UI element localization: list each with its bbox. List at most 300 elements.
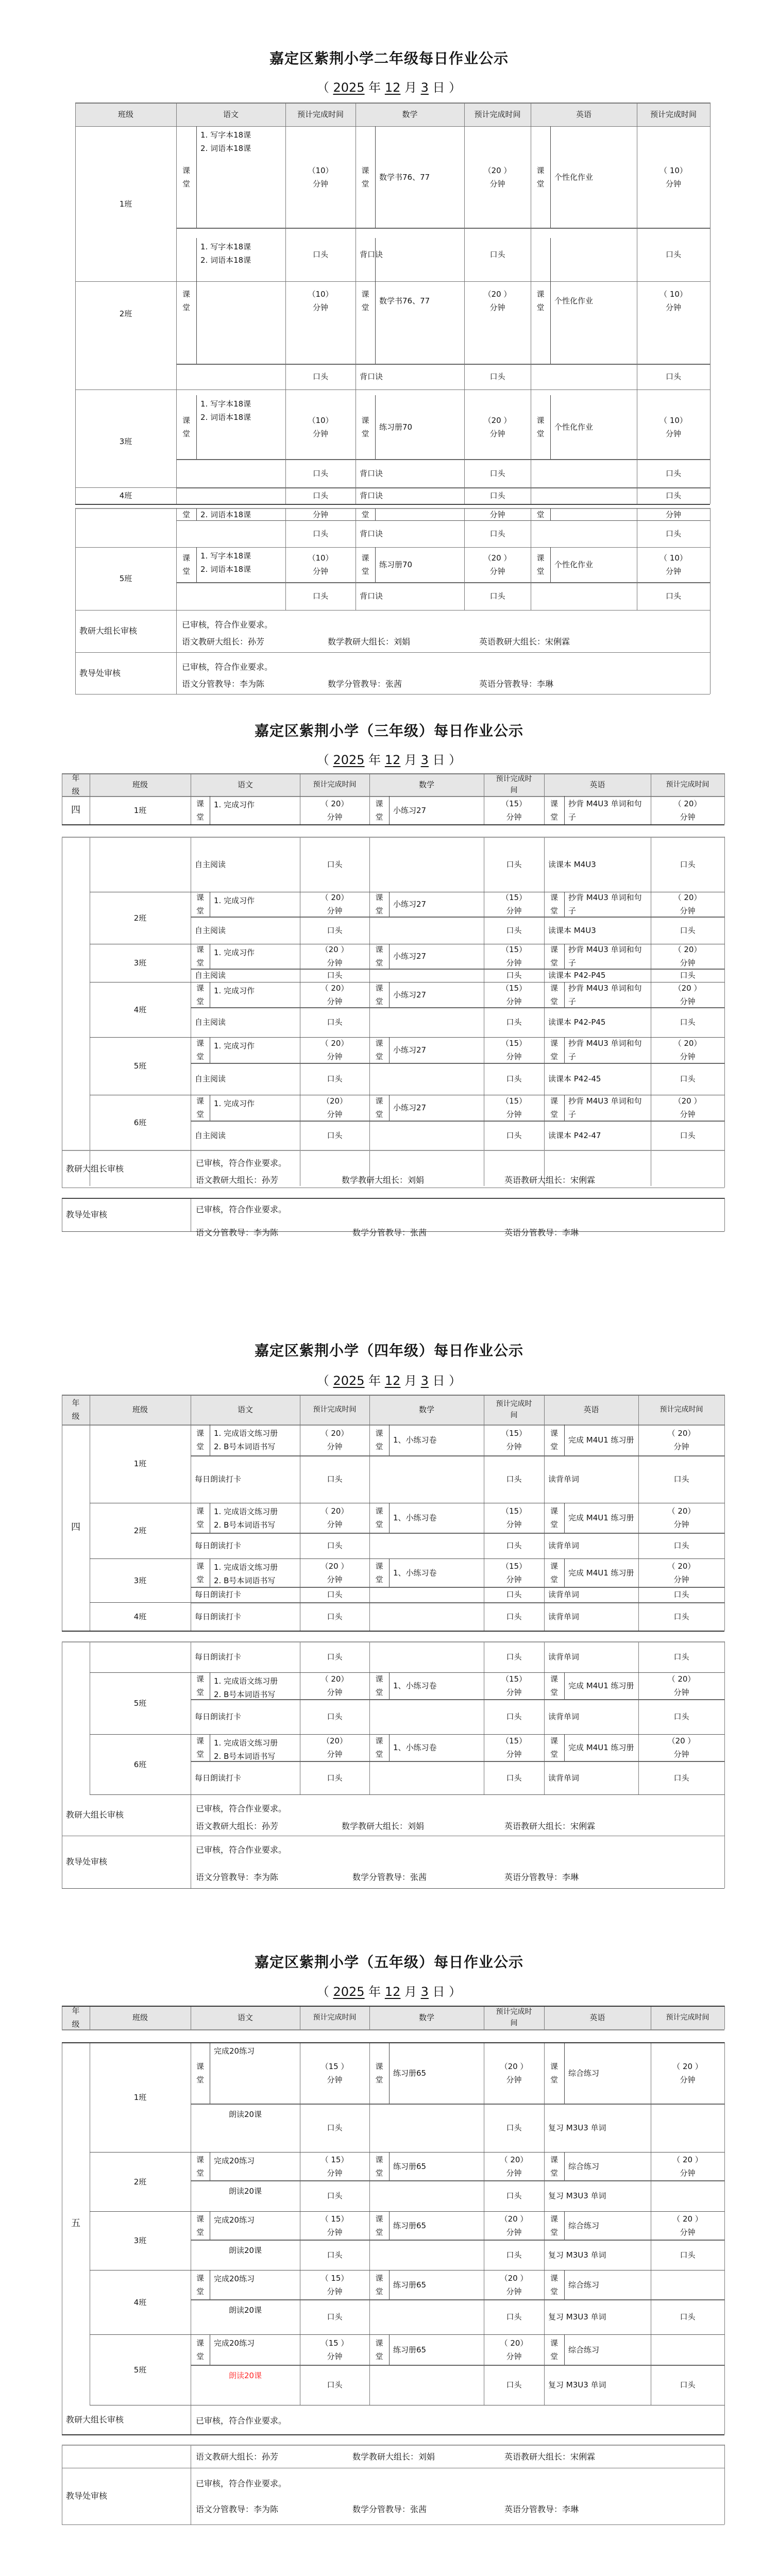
english-homework: 抄背 M4U3 单词和句子: [568, 799, 642, 822]
chinese-extra-homework: 朗读20课: [228, 2110, 262, 2119]
classroom-label: 课 堂: [375, 1429, 383, 1451]
math-homework: 小练习27: [393, 805, 427, 815]
chinese-extra-homework: [176, 487, 285, 504]
date-month: 12: [384, 1374, 401, 1388]
col-divider: [564, 1037, 565, 1063]
chinese-extra-time: 口头: [327, 925, 343, 935]
classroom-label: 课 堂: [361, 290, 369, 312]
english-extra-homework: 读背单词: [548, 1541, 580, 1550]
math-time: （15） 分钟: [501, 1736, 527, 1759]
col-divider: [564, 944, 565, 969]
english-homework: 综合练习: [568, 2345, 600, 2354]
classroom-label: 堂: [182, 510, 190, 519]
chinese-time: （ 15） 分钟: [320, 2155, 349, 2178]
chinese-extra-homework: 每日朗读打卡: [195, 1541, 242, 1550]
col-divider: [285, 508, 286, 610]
classroom-label: 课 堂: [196, 1096, 204, 1119]
english-extra-homework: [531, 487, 637, 504]
header-math-time: 预计完成时 间: [496, 2008, 532, 2027]
date-year: 2025: [333, 80, 365, 95]
row-divider: [62, 2029, 724, 2030]
math-time: （20 ） 分钟: [483, 553, 512, 576]
header-chinese: 语文: [237, 2013, 253, 2022]
math-homework: 1、小练习卷: [393, 1513, 437, 1522]
math-homework: 练习册65: [393, 2068, 427, 2078]
math-homework: 1、小练习卷: [393, 1681, 437, 1690]
math-extra-homework: [369, 1063, 484, 1095]
class-name: 5班: [133, 2365, 147, 2375]
col-divider: [389, 2334, 390, 2365]
class-name: 3班: [133, 1575, 147, 1585]
chinese-homework: 1. 完成习作: [214, 896, 255, 905]
chinese-homework: 1. 完成语文练习册 2. B号本词语书写: [214, 1738, 278, 1761]
row-divider: [62, 2434, 724, 2435]
chinese-extra-time: 口头: [312, 250, 328, 259]
math-homework: 练习册65: [393, 2161, 427, 2171]
header-chinese-time: 预计完成时间: [297, 110, 344, 119]
english-homework: 个性化作业: [554, 422, 594, 432]
math-homework: 数学书76、77: [379, 172, 430, 182]
chinese-extra-time: 口头: [327, 2191, 343, 2200]
classroom-label: 课 堂: [196, 2214, 204, 2237]
header-math: 数学: [418, 780, 434, 789]
research-review-leader-math: 数学教研大组长：刘娟: [342, 1821, 425, 1831]
research-leaders-cont-leader-math: 数学教研大组长：刘娟: [352, 2452, 435, 2462]
chinese-extra-homework: 自主阅读: [195, 1074, 226, 1083]
office-review-leader-english: 英语分管教导：李琳: [504, 1872, 579, 1882]
english-time: （ 10） 分钟: [659, 416, 687, 438]
chinese-extra-homework: 朗读20课: [228, 2187, 262, 2196]
row-divider: [191, 2365, 724, 2366]
row-divider: [191, 2240, 724, 2241]
chinese-extra-homework: 每日朗读打卡: [195, 1773, 242, 1783]
math-extra-time: 口头: [506, 2250, 522, 2260]
row-divider: [75, 508, 710, 509]
math-homework: 数学书76、77: [379, 296, 430, 306]
chinese-extra-time: 口头: [327, 1475, 343, 1484]
english-homework: 抄背 M4U3 单词和句子: [568, 893, 642, 916]
col-divider: [389, 2270, 390, 2299]
classroom-label: 课 堂: [375, 893, 383, 916]
chinese-extra-homework: 自主阅读: [195, 1018, 226, 1027]
math-extra-homework: [369, 1602, 484, 1631]
chinese-extra-time: 口头: [327, 1712, 343, 1721]
math-time: （20 ） 分钟: [483, 290, 512, 312]
classroom-label: 课 堂: [536, 416, 545, 438]
math-homework: 练习册65: [393, 2221, 427, 2230]
col-divider: [564, 1558, 565, 1587]
english-extra-time: 口头: [665, 250, 681, 259]
english-extra-homework: 复习 M3U3 单词: [548, 2123, 606, 2132]
research-approval: 已审核，符合作业要求。: [182, 620, 273, 630]
math-extra-time: 口头: [506, 1590, 522, 1599]
english-extra-time: 口头: [673, 1712, 689, 1721]
chinese-extra-homework: 自主阅读: [195, 971, 226, 980]
header-english: 英语: [583, 1405, 599, 1414]
col-divider: [564, 2211, 565, 2240]
english-extra-homework: 读背单词: [548, 1612, 580, 1621]
classroom-label: 课 堂: [536, 165, 545, 189]
math-time: （20 ） 分钟: [500, 2214, 528, 2237]
row-divider: [75, 652, 710, 653]
classroom-label: 课 堂: [550, 1674, 558, 1697]
chinese-homework: 1. 完成语文练习册 2. B号本词语书写: [214, 1563, 278, 1585]
date-year: 2025: [333, 753, 365, 767]
classroom-label: 课 堂: [536, 553, 545, 576]
classroom-label: 课 堂: [196, 1561, 204, 1584]
header-english: 英语: [589, 780, 605, 789]
classroom-label: 课 堂: [196, 893, 204, 916]
chinese-extra-time: 口头: [327, 1612, 343, 1621]
office-approval: 已审核，符合作业要求。: [182, 662, 273, 672]
research-review-leader-english: 英语教研大组长：宋俐霖: [504, 1821, 596, 1831]
col-divider: [389, 2211, 390, 2240]
math-extra-homework: [369, 1007, 484, 1037]
col-divider: [564, 1425, 565, 1455]
classroom-label: 课 堂: [196, 799, 204, 822]
english-extra-time: 口头: [680, 925, 696, 935]
english-extra-time: 口头: [665, 468, 681, 478]
col-divider: [389, 1425, 390, 1455]
chinese-homework: 完成20练习: [214, 2156, 255, 2165]
research-review-leader-math: 数学教研大组长：刘娟: [342, 1175, 425, 1185]
classroom-label: 课 堂: [550, 1429, 558, 1451]
classroom-label: 课 堂: [196, 945, 204, 968]
math-extra-homework: [369, 2104, 484, 2152]
classroom-label: 课 堂: [375, 1674, 383, 1697]
header-math-time: 预计完成时间: [474, 110, 521, 119]
header-chinese: 语文: [237, 780, 253, 789]
math-extra-time: 口头: [506, 2123, 522, 2132]
col-divider: [550, 547, 551, 582]
english-time: （ 20） 分钟: [667, 1561, 696, 1584]
english-extra-homework: 读背单词: [548, 1712, 580, 1721]
chinese-homework: 1. 完成习作: [214, 1041, 255, 1050]
col-divider: [564, 2334, 565, 2365]
col-divider: [389, 2152, 390, 2180]
english-extra-homework: 复习 M3U3 单词: [548, 2312, 606, 2321]
math-extra-homework: 背口诀: [360, 591, 383, 601]
chinese-extra-homework: 朗读20课: [228, 2246, 262, 2255]
classroom-label: 课 堂: [375, 2338, 383, 2361]
english-extra-homework: [531, 459, 637, 487]
row-divider: [191, 1063, 724, 1064]
office-review-approval: 已审核，符合作业要求。: [196, 1205, 287, 1214]
chinese-extra-homework: 自主阅读: [195, 859, 226, 869]
english-extra-homework: 读课本 P42-P45: [548, 971, 606, 980]
header-chinese-time: 预计完成时间: [313, 781, 357, 789]
row-divider: [191, 2180, 724, 2181]
english-extra-time: 口头: [665, 591, 681, 601]
chinese-time: （10） 分钟: [308, 290, 333, 312]
chinese-time: （ 15） 分钟: [320, 2214, 349, 2237]
office-review-label: 教导处审核: [66, 1857, 108, 1867]
chinese-homework: 1. 完成习作: [214, 1099, 255, 1108]
class-name: 6班: [133, 1117, 147, 1127]
english-time: （ 10） 分钟: [659, 165, 687, 189]
header-english-time: 预计完成时间: [650, 110, 697, 119]
english-extra-homework: 读课本 P42-47: [548, 1130, 601, 1140]
english-extra-homework: 读课本 M4U3: [548, 925, 596, 935]
english-homework: 抄背 M4U3 单词和句子: [568, 1039, 642, 1061]
col-divider: [389, 796, 390, 824]
english-homework: 抄背 M4U3 单词和句子: [568, 1096, 642, 1119]
classroom-label: 课 堂: [550, 799, 558, 822]
office-review-label: 教导处审核: [66, 2491, 108, 2501]
math-homework: 1、小练习卷: [393, 1568, 437, 1578]
class-name: 5班: [133, 1699, 147, 1708]
col-divider: [724, 2042, 725, 2405]
english-time: （ 20 ） 分钟: [672, 2061, 703, 2084]
header-english-time: 预计完成时间: [666, 2013, 709, 2022]
class-name: 4班: [133, 2297, 147, 2307]
english-homework: 个性化作业: [554, 560, 594, 569]
page-title: 嘉定区紫荆小学二年级每日作业公示: [269, 50, 509, 67]
col-divider: [75, 610, 76, 694]
research-review-label: 教研大组长审核: [79, 626, 138, 636]
chinese-time: （ 20） 分钟: [320, 1429, 349, 1451]
classroom-label: 课 堂: [550, 893, 558, 916]
classroom-label: 课 堂: [375, 2214, 383, 2237]
chinese-extra-time: 口头: [327, 2380, 343, 2389]
chinese-homework: 1. 完成语文练习册 2. B号本词语书写: [214, 1676, 278, 1699]
col-divider: [196, 126, 197, 228]
chinese-extra-homework: 自主阅读: [195, 1130, 226, 1140]
chinese-extra-homework: 自主阅读: [195, 925, 226, 935]
english-extra-time: [651, 2180, 724, 2211]
math-extra-homework: [369, 1455, 484, 1503]
row-divider: [62, 1888, 724, 1889]
research-review-label: 教研大组长审核: [66, 2414, 124, 2425]
row-divider: [62, 2524, 724, 2525]
row-divider: [191, 2299, 724, 2300]
classroom-label: 课 堂: [550, 1736, 558, 1759]
col-divider: [550, 395, 551, 459]
math-time-cont: 分钟: [489, 510, 505, 519]
header-class: 班级: [132, 780, 148, 789]
chinese-time: （20 ） 分钟: [320, 1561, 349, 1584]
math-extra-time: 口头: [489, 491, 505, 500]
col-divider: [550, 238, 551, 364]
english-extra-homework: 复习 M3U3 单词: [548, 2250, 606, 2260]
col-divider: [724, 1836, 725, 1888]
chinese-extra-homework: [176, 364, 285, 389]
row-divider: [62, 2445, 724, 2446]
chinese-time: （ 20） 分钟: [320, 893, 349, 916]
classroom-label: 课 堂: [182, 416, 190, 438]
english-time: （20 ） 分钟: [667, 1736, 696, 1759]
class-name: 2班: [133, 913, 147, 923]
page-title: 嘉定区紫荆小学（五年级）每日作业公示: [254, 1954, 523, 1971]
english-time: （ 20 ） 分钟: [672, 2155, 703, 2178]
research-leader-english: 英语教研大组长：宋俐霖: [479, 637, 570, 647]
math-extra-homework: [369, 2180, 484, 2211]
chinese-extra-time: 口头: [327, 1773, 343, 1783]
english-time: （ 10） 分钟: [659, 553, 687, 576]
header-math-time: 预计完成时 间: [496, 1400, 532, 1419]
math-extra-homework: [369, 2240, 484, 2270]
header-grade: 年 级: [72, 2006, 80, 2029]
math-extra-homework: 背口诀: [360, 491, 383, 500]
office-review-approval: 已审核，符合作业要求。: [196, 1845, 287, 1855]
chinese-extra-time: 口头: [312, 491, 328, 500]
col-divider: [375, 547, 376, 582]
english-extra-time: 口头: [680, 971, 696, 980]
row-divider: [191, 1533, 724, 1534]
header-math: 数学: [418, 1405, 434, 1414]
header-chinese: 语文: [223, 110, 239, 119]
math-time: （15） 分钟: [501, 893, 527, 916]
english-time: （ 20） 分钟: [673, 945, 702, 968]
office-leader-chinese: 语文分管教导：李为陈: [182, 679, 265, 689]
chinese-extra-time: 口头: [327, 2312, 343, 2321]
class-name: 1班: [119, 199, 132, 209]
col-divider: [724, 773, 725, 824]
chinese-homework: 1. 完成习作: [214, 800, 255, 809]
class-name: 6班: [133, 1759, 147, 1769]
classroom-label: 课 堂: [550, 1096, 558, 1119]
header-chinese-time: 预计完成时间: [313, 1405, 357, 1414]
math-extra-time: 口头: [489, 591, 505, 601]
classroom-label: 课 堂: [375, 799, 383, 822]
chinese-homework: 1. 完成习作: [214, 948, 255, 957]
english-homework: 个性化作业: [554, 296, 594, 306]
classroom-label: 课 堂: [361, 165, 369, 189]
classroom-label: 课 堂: [550, 1506, 558, 1529]
math-extra-homework: 背口诀: [360, 468, 383, 478]
english-extra-time: 口头: [673, 1612, 689, 1621]
col-divider: [564, 892, 565, 917]
row-divider: [176, 582, 710, 583]
office-leader-english: 英语分管教导：李琳: [479, 679, 554, 689]
col-divider: [389, 1503, 390, 1533]
english-time: （ 10） 分钟: [659, 290, 687, 312]
math-extra-homework: 背口诀: [360, 529, 383, 538]
row-divider: [62, 1198, 724, 1199]
row-divider: [75, 504, 710, 505]
chinese-extra-time: 口头: [327, 1541, 343, 1550]
date-line: （ 2025 年 12 月 3 日 ）: [316, 80, 462, 95]
date-month: 12: [384, 753, 401, 767]
english-homework: 完成 M4U1 练习册: [568, 1743, 634, 1752]
col-divider: [724, 2445, 725, 2468]
math-extra-time: 口头: [506, 925, 522, 935]
chinese-extra-time: 口头: [312, 468, 328, 478]
col-divider: [564, 2152, 565, 2180]
col-divider: [196, 395, 197, 459]
header-class: 班级: [117, 110, 133, 119]
research-leader-chinese: 语文教研大组长：孙芳: [182, 637, 265, 647]
row-divider: [176, 228, 710, 229]
col-divider: [389, 944, 390, 969]
math-extra-time: 口头: [506, 1773, 522, 1783]
english-extra-time: 口头: [680, 2380, 696, 2389]
english-extra-homework: 读课本 P42-P45: [548, 1018, 606, 1027]
math-time: （15） 分钟: [501, 1039, 527, 1061]
english-extra-time: 口头: [665, 372, 681, 381]
english-extra-time: 口头: [673, 1541, 689, 1550]
chinese-time: （ 20） 分钟: [320, 1506, 349, 1529]
page-title: 嘉定区紫荆小学（四年级）每日作业公示: [254, 1342, 523, 1359]
math-extra-time: 口头: [506, 2380, 522, 2389]
col-divider: [375, 126, 376, 228]
col-divider: [75, 508, 76, 610]
chinese-time: （ 20） 分钟: [320, 1039, 349, 1061]
date-day: 3: [420, 753, 429, 767]
math-homework: 小练习27: [393, 990, 427, 999]
classroom-label: 课 堂: [550, 1561, 558, 1584]
chinese-time: （15 ） 分钟: [320, 2338, 349, 2361]
col-divider: [564, 2270, 565, 2299]
class-name: 3班: [119, 436, 132, 446]
english-extra-homework: 复习 M3U3 单词: [548, 2380, 606, 2389]
research-leader-math: 数学教研大组长：刘娟: [328, 637, 411, 647]
row-divider: [191, 1602, 724, 1603]
research-review-label: 教研大组长审核: [66, 1163, 124, 1174]
english-time: （ 20） 分钟: [673, 893, 702, 916]
chinese-time: （ 20） 分钟: [320, 799, 349, 822]
row-divider: [191, 1007, 724, 1008]
date-line: （ 2025 年 12 月 3 日 ）: [316, 1985, 462, 1999]
header-class: 班级: [132, 2013, 148, 2022]
english-extra-time: 口头: [680, 2312, 696, 2321]
math-time: （ 20） 分钟: [500, 2155, 528, 2178]
english-homework: 完成 M4U1 练习册: [568, 1681, 634, 1690]
row-divider: [62, 2006, 724, 2007]
col-divider: [375, 509, 376, 520]
row-divider: [191, 1699, 724, 1700]
chinese-homework: 1. 完成语文练习册 2. B号本词语书写: [214, 1507, 278, 1530]
chinese-homework: 1. 写字本18课 2. 词语本18课: [200, 551, 251, 574]
classroom-label: 课 堂: [550, 2273, 558, 2296]
english-homework: 抄背 M4U3 单词和句子: [568, 945, 642, 968]
classroom-label: 课 堂: [375, 2273, 383, 2296]
classroom-label: 课 堂: [182, 165, 190, 189]
class-name: 2班: [133, 1526, 147, 1535]
math-time: （15） 分钟: [501, 1506, 527, 1529]
math-time: （15） 分钟: [501, 945, 527, 968]
research-review-approval: 已审核，符合作业要求。: [196, 2416, 287, 2426]
chinese-extra-time: 口头: [312, 529, 328, 538]
col-divider: [724, 2405, 725, 2434]
col-divider: [389, 1558, 390, 1587]
math-extra-time: 口头: [506, 1475, 522, 1484]
chinese-extra-time: 口头: [327, 2123, 343, 2132]
english-time: （ 20 ） 分钟: [672, 2214, 703, 2237]
math-time: （15） 分钟: [501, 1561, 527, 1584]
header-grade: 年 级: [72, 1398, 80, 1421]
chinese-extra-time: 口头: [327, 859, 343, 869]
header-math-time: 预计完成时 间: [496, 775, 532, 794]
row-divider: [176, 520, 710, 521]
chinese-extra-homework: 每日朗读打卡: [195, 1712, 242, 1721]
english-time: （20 ） 分钟: [673, 1096, 702, 1119]
english-homework: 完成 M4U1 练习册: [568, 1435, 634, 1445]
col-divider: [550, 126, 551, 228]
row-divider: [176, 364, 710, 365]
english-extra-time: 口头: [680, 1074, 696, 1083]
math-homework: 练习册70: [379, 560, 413, 569]
math-extra-time: 口头: [506, 971, 522, 980]
research-review-approval: 已审核，符合作业要求。: [196, 1158, 287, 1168]
col-divider: [564, 1734, 565, 1761]
research-review-label: 教研大组长审核: [66, 1810, 124, 1820]
chinese-extra-homework: 每日朗读打卡: [195, 1590, 242, 1599]
english-extra-homework: 读背单词: [548, 1652, 580, 1662]
chinese-time: （ 20） 分钟: [320, 983, 349, 1006]
row-divider: [62, 2042, 724, 2043]
classroom-label: 课 堂: [550, 2338, 558, 2361]
